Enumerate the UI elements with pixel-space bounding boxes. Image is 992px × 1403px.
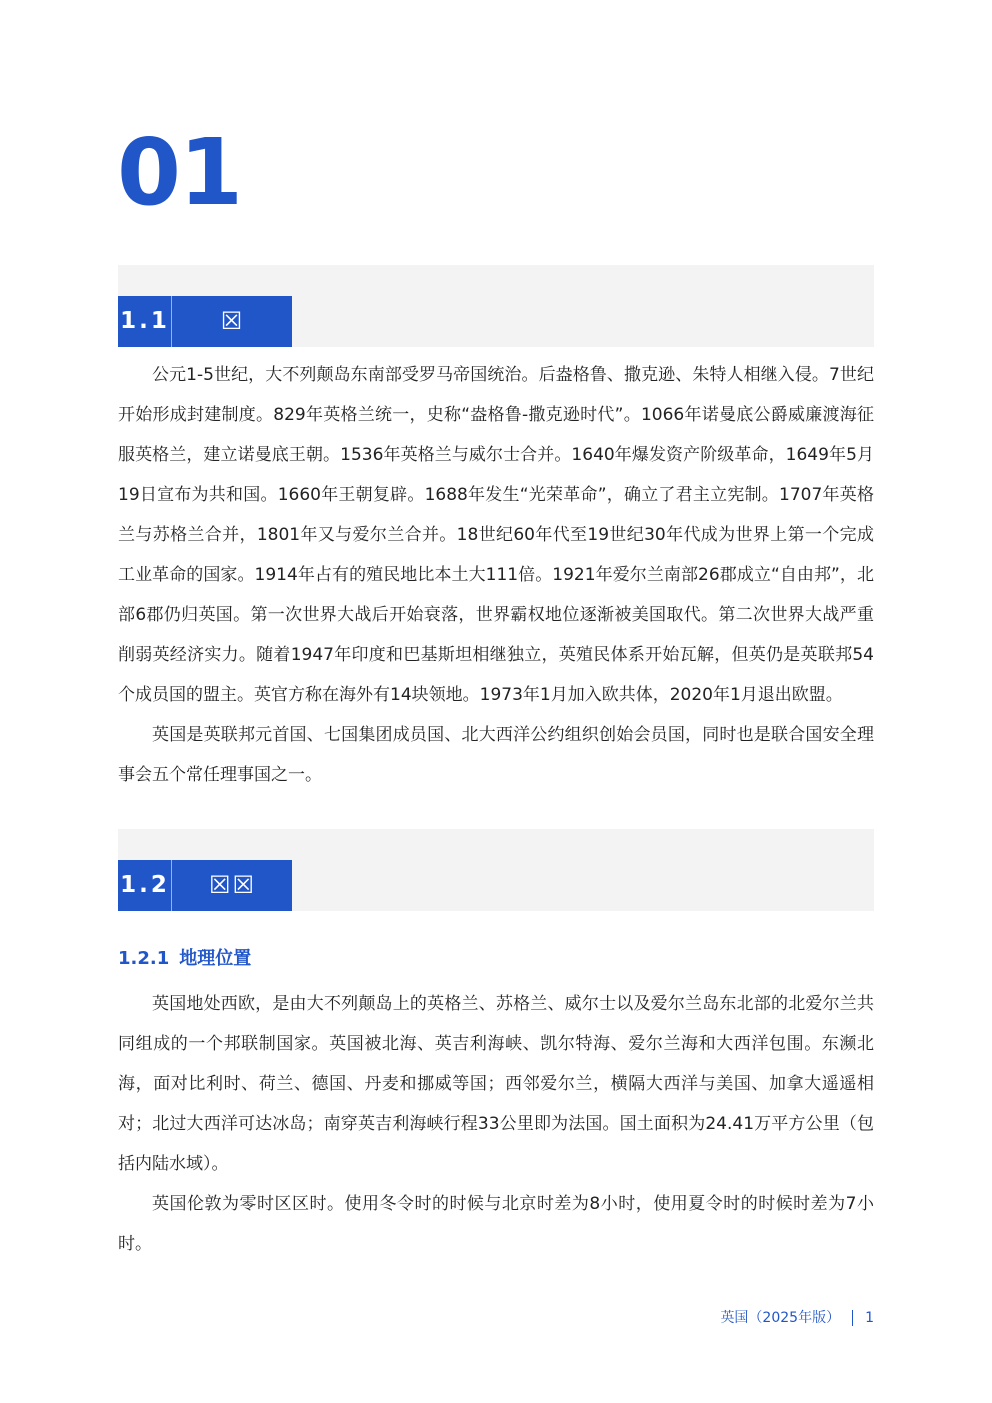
page-footer xyxy=(720,1306,874,1330)
section-tab xyxy=(118,296,292,347)
paragraph: 英国地处西欧，是由大不列颠岛上的英格兰、苏格兰、威尔士以及爱尔兰岛东北部的北爱尔兰共同组成的一个邦联制国家。英国被北海、英吉利海峡、凯尔特海、爱尔兰海和大西洋包围。东濒北海，面对比利时、荷兰、德国、丹麦和挪威等国；西邻爱尔兰，横隔大西洋与美国、加拿大遥遥相对；北过大西洋可达冰岛；南穿英吉利海峡行程33公里即为法国。国土面积为24.41万平方公里（包括内陆水域）。 xyxy=(118,994,874,1174)
section-number: 1.2 xyxy=(120,872,170,898)
section-tab-divider xyxy=(171,296,172,347)
footer-label: 英国（2025年版） xyxy=(720,1310,841,1326)
section-1-1-body xyxy=(118,355,874,795)
page-number: 1 xyxy=(865,1310,874,1326)
paragraph: 公元1-5世纪，大不列颠岛东南部受罗马帝国统治。后盎格鲁、撒克逊、朱特人相继入侵。7世纪开始形成封建制度。829年英格兰统一，史称“盎格鲁-撒克逊时代”。1066年诺曼底公爵威廉渡海征服英格兰，建立诺曼底王朝。1536年英格兰与威尔士合并。1640年爆发资产阶级革命，1649年5月19日宣布为共和国。1660年王朝复辟。1688年发生“光荣革命”，确立了君主立宪制。1707年英格兰与苏格兰合并，1801年又与爱尔兰合并。18世纪60年代至19世纪30年代成为世界上第一个完成工业革命的国家。1914年占有的殖民地比本土大111倍。1921年爱尔兰南部26郡成立“自由邦”，北部6郡仍归英国。第一次世界大战后开始衰落，世界霸权地位逐渐被美国取代。第二次世界大战严重削弱英经济实力。随着1947年印度和巴基斯坦相继独立，英殖民体系开始瓦解，但英仍是英联邦54个成员国的盟主。英官方称在海外有14块领地。1973年1月加入欧共体，2020年1月退出欧盟。 xyxy=(118,365,874,705)
subsection-number: 1.2.1 xyxy=(118,948,170,969)
section-title: ☒ xyxy=(220,307,245,335)
footer-separator xyxy=(852,1310,853,1326)
chapter-number: 01 xyxy=(117,119,242,226)
section-1-2-body xyxy=(118,984,874,1264)
section-header-1-1 xyxy=(118,265,874,347)
section-title: ☒☒ xyxy=(208,871,257,899)
subsection-heading xyxy=(118,942,251,976)
paragraph: 英国是英联邦元首国、七国集团成员国、北大西洋公约组织创始会员国，同时也是联合国安全理事会五个常任理事国之一。 xyxy=(118,725,874,785)
section-tab-divider xyxy=(171,860,172,911)
section-header-1-2 xyxy=(118,829,874,911)
paragraph: 英国伦敦为零时区区时。使用冬令时的时候与北京时差为8小时，使用夏令时的时候时差为7小时。 xyxy=(118,1194,874,1254)
subsection-title: 地理位置 xyxy=(179,948,252,969)
section-number: 1.1 xyxy=(120,308,170,334)
section-tab xyxy=(118,860,292,911)
